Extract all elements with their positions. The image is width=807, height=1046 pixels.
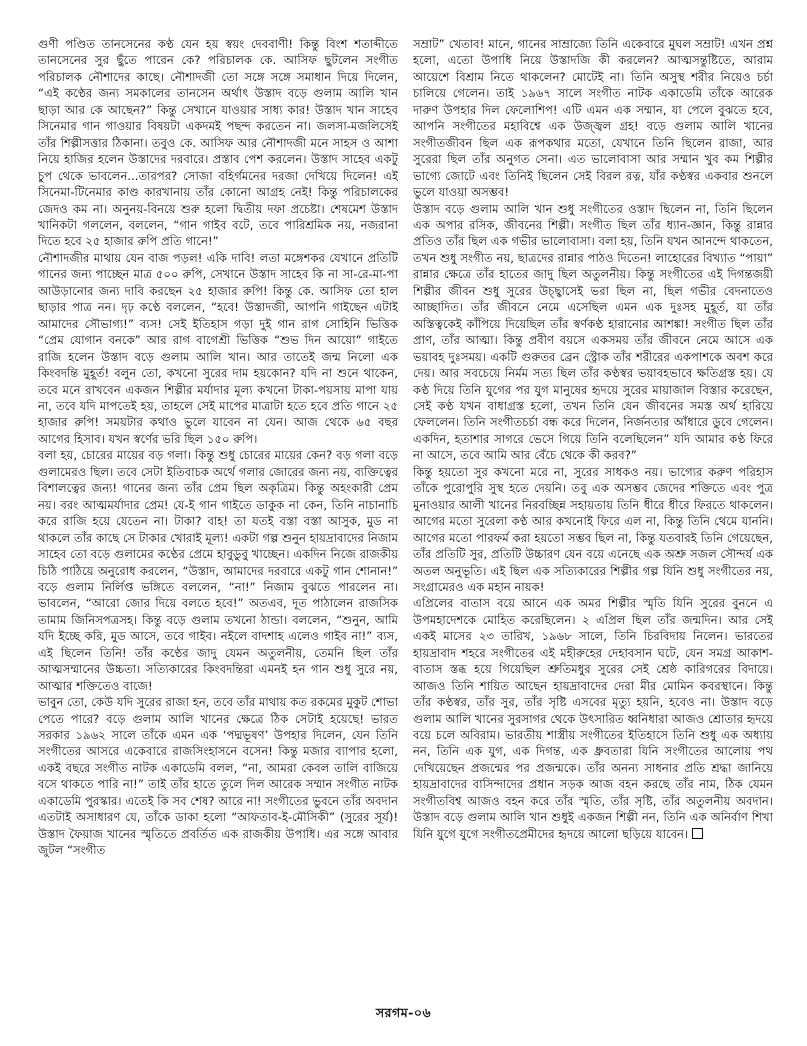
paragraph: উস্তাদ বড়ে গুলাম আলি খান শুধু সংগীতের ওস্তাদ ছিলেন না, তিনি ছিলেন এক অপার রসিক, জীবনের শিল্পী। সংগীত ছিল তাঁর ধ্যান-জ্ঞান, কিন্তু রান্নার প্রতিও তাঁর ছিল এক গভীর ভালোবাসা। বলা হয়, তিনি যখন আনন্দে থাকতেন, তখন শুধু সংগীত নয়, ছাত্রদের রান্নার পাঠও দিতেন! লাহোরের বিখ্যাত “পায়া” রান্নার ক্ষেত্রে তাঁর হাতের জাদু ছিল অতুলনীয়। কিন্তু সংগীতের এই দিগন্তজয়ী শিল্পীর জীবন শুধু সুরের উচ্ছ্বাসেই ভরা ছিল না, ছিল গভীর বেদনাতেও আচ্ছাদিত। তাঁর জীবনে নেমে এসেছিল এমন এক দুঃসহ মুহূর্ত, যা তাঁর অস্তিত্বকেই কাঁপিয়ে দিয়েছিল তাঁর স্বর্ণকণ্ঠ হারানোর আশঙ্কা! সংগীত ছিল তাঁর প্রাণ, তাঁর আত্মা। কিন্তু প্রবীণ বয়সে একসময় তাঁর জীবনে নেমে আসে এক ভয়াবহ দুঃসময়। একটি গুরুতর ব্রেন স্ট্রোক তাঁর শরীরের একপাশকে অবশ করে দেয়। আর সবচেয়ে নির্মম সত্য ছিল তাঁর কণ্ঠস্বর ভয়াবহভাবে ক্ষতিগ্রস্ত হয়। যে কণ্ঠ দিয়ে তিনি যুগের পর যুগ মানুষের হৃদয়ে সুরের মায়াজাল বিস্তার করেছেন, সেই কণ্ঠ যখন বাধাগ্রস্ত হলো, তখন তিনি যেন জীবনের সমস্ত অর্থ হারিয়ে ফেললেন। তিনি সংগীতচর্চা বন্ধ করে দিলেন, নির্জনতার আঁধারে ডুবে গেলেন। একদিন, হতাশার সাগরে ভেসে গিয়ে তিনি বলেছিলেন” যদি আমার কণ্ঠ ফিরে না আসে, তবে আমি আর বেঁচে থেকে কী করব?”	[413, 201, 773, 463]
end-of-article-icon	[692, 828, 703, 839]
paragraph: নৌশাদজীর মাথায় যেন বাজ পড়ল! একি দাবি! লতা মঙ্গেশকর যেখানে প্রতিটি গানের জন্য পাচ্ছেন মাত্র ৫০০ রুপি, সেখানে উস্তাদ সাহেব কি না সা-রে-মা-পা আউড়ানোর জন্য দাবি করছেন ২৫ হাজার রুপি! কিন্তু কে. আসিফ তো হাল ছাড়ার পাত্র নন। দৃঢ় কণ্ঠে বললেন, “হবে! উস্তাদজী, আপনি গাইছেন এটাই আমাদের সৌভাগ্য!” ব্যস! সেই ইতিহাস গড়া দুই গান রাগ সোহিনি ভিত্তিক “প্রেম যোগান বনকে” আর রাগ বাগেশ্রী ভিত্তিক “শুভ দিন আয়ো” গাইতে রাজি হলেন উস্তাদ বড়ে গুলাম আলি খান। আর তাতেই জন্ম নিলো এক কিংবদন্তি মুহূর্ত! বলুন তো, কখনো সুরের দাম হয়কোন? যদি না শুনে থাকেন, তবে মনে রাখবেন একজন শিল্পীর মর্যাদার মূল্য কখনো টাকা-পয়সায় মাপা যায় না, তবে যদি মাপতেই হয়, তাহলে সেই মাপের মাত্রাটা হতে হবে প্রতি গানে ২৫ হাজার রুপি! সময়টার কথাও ভুলে যাবেন না যেন। আজ থেকে ৬৫ বছর আগের হিসাব। যখন স্বর্ণের ভরি ছিল ১৫০ রুপি।	[38, 250, 398, 446]
paragraph: বলা হয়, চোরের মায়ের বড় গলা। কিন্তু শুধু চোরের মায়ের কেন? বড় গলা বড়ে গুলামেরও ছিল। তবে সেটা ইতিবাচক অর্থে গলার জোরের জন্য নয়, ব্যক্তিত্বের বিশালত্বের জন্য! গানের জন্য তাঁর প্রেম ছিল অকৃত্রিম। কিন্তু অহংকারী প্রেম নয়। বরং আত্মমর্যাদার প্রেম! যে-ই গান গাইতে ডাকুক না কেন, তিনি নাচানাচি করে রাজি হয়ে যেতেন না। টাকা? বাহ! তা যতই বস্তা বস্তা আসুক, মুড না থাকলে তাঁর কাছে সে টাকার খোরাই মূল্য! একটা গল্প শুনুন হায়দ্রাবাদের নিজাম সাহেব তো বড়ে গুলামের কণ্ঠের প্রেমে হাবুডুবু খাচ্ছেন। একদিন নিজে রাজকীয় চিঠি পাঠিয়ে অনুরোধ করলেন, “উস্তাদ, আমাদের দরবারে একটু গান শোনান!” বড়ে গুলাম নির্লিপ্ত ভঙ্গিতে বললেন, “না!” নিজাম বুঝতে পারলেন না। ভাবলেন, “আরো জোর দিয়ে বলতে হবে!” অতএব, দূত পাঠালেন রাজসিক তামাম জিনিসপত্রসহ। কিন্তু বড়ে গুলাম তখনো ঠান্ডা। বললেন, “শুনুন, আমি যদি ইচ্ছে করি, মুড আসে, তবে গাইব। নইলে বাদশাহ এলেও গাইব না!” ব্যস, এই ছিলেন তিনি! তাঁর কণ্ঠের জাদু যেমন অতুলনীয়, তেমনি ছিল তাঁর আত্মসম্মানের উচ্চতা। সত্যিকারের কিংবদন্তিরা এমনই হন গান শুধু সুরে নয়, আত্মার শক্তিতেও বাজে!	[38, 448, 398, 693]
article-body	[38, 36, 773, 976]
left-column	[38, 36, 398, 976]
paragraph: কিন্তু হয়তো সুর কখনো মরে না, সুরের সাধকও নয়। ভাগ্যের করুণ পরিহাস তাঁকে পুরোপুরি সুস্থ হতে দেয়নি। তবু এক অসম্ভব জেদের শক্তিতে এবং পুত্র মুনাওয়ার আলী খানের নিরবচ্ছিন্ন সহায়তায় তিনি ধীরে ধীরে ফিরতে থাকলেন। আগের মতো সুরেলা কণ্ঠ আর কখনোই ফিরে এল না, কিন্তু তিনি থেমে যাননি। আগের মতো পারফর্ম করা হয়তো সম্ভব ছিল না, কিন্তু যতবারই তিনি গেয়েছেন, তাঁর প্রতিটি সুর, প্রতিটি উচ্চারণ যেন বয়ে এনেছে এক অশ্রু সজল সৌন্দর্য এক অতল অনুভূতি। এই ছিল এক সত্যিকারের শিল্পীর গল্প যিনি শুধু সংগীতের নয়, সংগ্রামেরও এক মহান নায়ক!	[413, 464, 773, 594]
right-column	[413, 36, 773, 976]
paragraph-last	[413, 595, 773, 842]
paragraph: ভাবুন তো, কেউ যদি সুরের রাজা হন, তবে তাঁর মাথায় কত রকমের মুকুট শোভা পেতে পারে? বড়ে গুলাম আলি খানের ক্ষেত্রে ঠিক সেটাই হয়েছে! ভারত সরকার ১৯৬২ সালে তাঁকে এমন এক ‘পদ্মভূষণ’ উপহার দিলেন, যেন তিনি সংগীতের আসরে একেবারে রাজসিংহাসনে বসেন! কিন্তু মজার ব্যাপার হলো, একই বছরে সংগীত নাটক একাডেমি বলল, “না, আমরা কেবল তালি বাজিয়ে বসে থাকতে পারি না!” তাই তাঁর হাতে তুলে দিল আরেক সম্মান সংগীত নাটক একাডেমি পুরস্কার। এতেই কি সব শেষ? আরে না! সংগীতের ভুবনে তাঁর অবদান এতটাই অসাধারণ যে, তাঁকে ডাকা হলো “আফতাব-ই-মৌসিকী” (সুরের সূর্য)! উস্তাদ ফৈয়াজ খানের স্মৃতিতে প্রবর্তিত এক রাজকীয় উপাধি। এর সঙ্গে আবার জুটল “সংগীত	[38, 695, 398, 858]
paragraph: গুণী পণ্ডিত তানসেনের কণ্ঠ যেন হয় স্বয়ং দেববাণী! কিন্তু বিংশ শতাব্দীতে তানসেনের সুর ছুঁতে পারেন কে? পরিচালক কে. আসিফ ছুটলেন সংগীত পরিচালক নৌশাদের কাছে। নৌশাদজী তো সঙ্গে সঙ্গে সমাধান দিয়ে দিলেন, “এই কণ্ঠের জন্য সমকালের তানসেন অর্থাৎ উস্তাদ বড়ে গুলাম আলি খান ছাড়া আর কে আছেন?” কিন্তু সেখানে যাওয়ার সাধ্য কার! উস্তাদ খান সাহেব সিনেমার গান গাওয়ার বিষয়টা একদমই পছন্দ করতেন না। জলসা-মজলিসেই তাঁর শিল্পীসত্তার ঠিকানা। তবুও কে. আসিফ আর নৌশাদজী মনে সাহস ও আশা নিয়ে হাজির হলেন উস্তাদের দরবারে। প্রস্তাব পেশ করলেন। উস্তাদ সাহেব একটু চুপ থেকে ভাবলেন...তারপর? সোজা বহির্গমনের দরজা দেখিয়ে দিলেন! এই সিনেমা-টিনেমার কাণ্ড কারখানায় তাঁর কোনো আগ্রহ নেই! কিন্তু পরিচালকের জেদও কম না। অনুনয়-বিনয়ে শুরু হলো দ্বিতীয় দফা প্রচেষ্টা। শেষমেশ উস্তাদ খানিকটা গললেন, বললেন, “গান গাইব বটে, তবে পারিশ্রমিক নয়, নজরানা দিতে হবে ২৫ হাজার রুপি প্রতি গানে!”	[38, 37, 398, 249]
page-footer: সরগম-০৬	[375, 1005, 432, 1020]
paragraph-text: এপ্রিলের বাতাস বয়ে আনে এক অমর শিল্পীর স্মৃতি যিনি সুরের বুননে এ উপমহাদেশকে মোহিত করেছিলেন। ২ এপ্রিল ছিল তাঁর জন্মদিন। আর সেই একই মাসের ২৩ তারিখ, ১৯৬৮ সালে, তিনি চিরবিদায় নিলেন। ভারতের হায়দ্রাবাদ শহরে সংগীতের এই মহীরুহের দেহাবসান ঘটে, যেন সমগ্র আকাশ-বাতাস স্তব্ধ হয়ে গিয়েছিল শ্রুতিমধুর সুরের সেই শ্রেষ্ঠ কারিগরের বিদায়ে। আজও তিনি শায়িত আছেন হায়দ্রাবাদের দেরা মীর মোমিন কবরস্থানে। কিন্তু তাঁর কণ্ঠস্বর, তাঁর সুর, তাঁর সৃষ্টি এসবের মৃত্যু হয়নি, হবেও না। উস্তাদ বড়ে গুলাম আলি খানের সুরসাগর থেকে উৎসারিত ধ্বনিধারা আজও শ্রোতার হৃদয়ে বয়ে চলে অবিরাম। ভারতীয় শাস্ত্রীয় সংগীতের ইতিহাসে তিনি শুধু এক অধ্যায় নন, তিনি এক যুগ, এক দিগন্ত, এক ধ্রুবতারা যিনি সংগীতের আলোয় পথ দেখিয়েছেন প্রজন্মের পর প্রজন্মকে। তাঁর অনন্য সাধনার প্রতি শ্রদ্ধা জানিয়ে হায়দ্রাবাদের বাসিন্দাদের প্রধান সড়ক আজ বহন করছে তাঁর নাম, ঠিক যেমন সংগীতবিশ্ব আজও বহন করে তাঁর স্মৃতি, তাঁর সৃষ্টি, তাঁর অতুলনীয় অবদান। উস্তাদ বড়ে গুলাম আলি খান শুধুই একজন শিল্পী নন, তিনি এক অনির্বাণ শিখা যিনি যুগে যুগে সংগীতপ্রেমীদের হৃদয়ে আলো ছড়িয়ে যাবেন।	[413, 596, 773, 841]
paragraph: সম্রাট” খেতাব! মানে, গানের সাম্রাজ্যে তিনি একেবারে মুঘল সম্রাট! এখন প্রশ্ন হলো, এতো উপাধি নিয়ে উস্তাদজি কী করলেন? আত্মসন্তুষ্টিতে, আরাম আয়েশে বিশ্রাম নিতে থাকলেন? মোটেই না। তিনি অসুস্থ শরীর নিয়েও চর্চা চালিয়ে গেলেন। তাই ১৯৬৭ সালে সংগীত নাটক একাডেমি তাঁকে আরেক দারুণ উপহার দিল ফেলোশিপ! এটি এমন এক সম্মান, যা পেলে বুঝতে হবে, আপনি সংগীতের মহাবিশ্বে এক উজ্জ্বল গ্রহ! বড়ে গুলাম আলি খানের সংগীতজীবন ছিল এক রূপকথার মতো, যেখানে তিনি ছিলেন রাজা, আর সুরেরা ছিল তাঁর অনুগত সেনা। এত ভালোবাসা আর সম্মান খুব কম শিল্পীর ভাগ্যে জোটে এবং তিনিই ছিলেন সেই বিরল রত্ন, যাঁর কণ্ঠস্বর একবার শুনলে ভুলে যাওয়া অসম্ভব!	[413, 37, 773, 200]
